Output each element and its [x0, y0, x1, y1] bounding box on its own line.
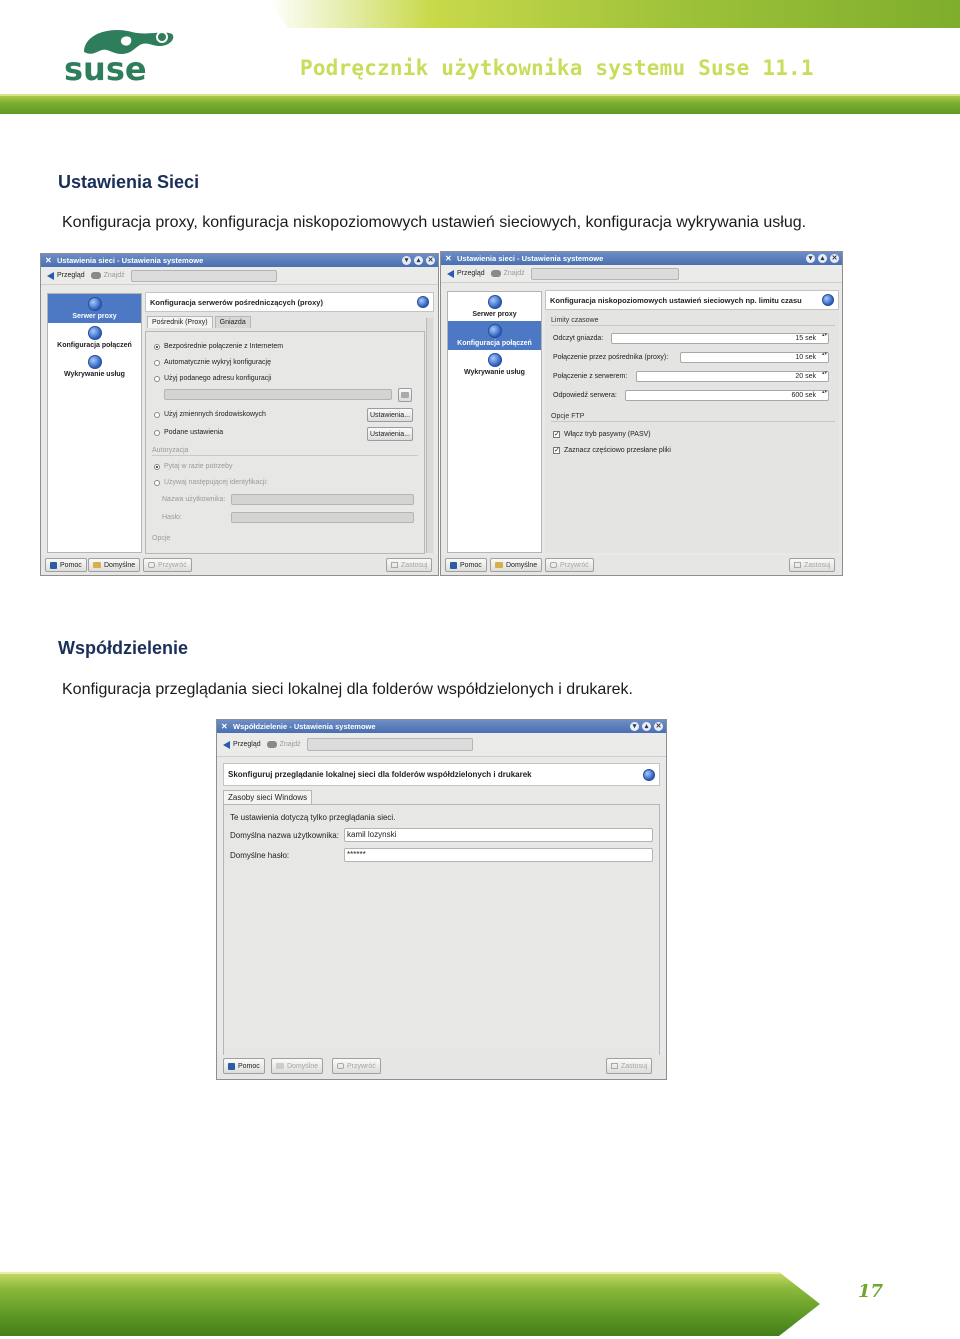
panel-header: [145, 292, 434, 312]
globe-icon: [88, 297, 102, 311]
overview-button[interactable]: Przegląd: [223, 741, 261, 749]
sidebar-item-connection-config[interactable]: Konfiguracja połączeń: [448, 321, 541, 350]
apply-icon: [794, 562, 801, 568]
window-title: Ustawienia sieci - Ustawienia systemowe: [457, 254, 604, 263]
default-username-input[interactable]: kamil lozynski: [344, 828, 653, 842]
folder-icon: [401, 392, 409, 398]
settings-sidebar: [47, 293, 142, 553]
option-manual-settings[interactable]: Podane ustawienia: [154, 429, 223, 436]
defaults-icon: [93, 562, 101, 568]
radio-direct[interactable]: [154, 344, 160, 350]
help-button[interactable]: Pomoc: [45, 558, 87, 572]
timeouts-group-label: Limity czasowe: [551, 317, 599, 324]
undo-icon: [337, 1063, 344, 1069]
checkbox-passive[interactable]: ✓: [554, 431, 560, 438]
minimize-icon[interactable]: ▾: [806, 254, 815, 263]
apply-button[interactable]: Zastosuj: [606, 1058, 652, 1074]
help-icon: [228, 1063, 235, 1070]
socket-read-spinbox[interactable]: 15 sek ▴▾: [611, 333, 829, 344]
auth-group-label: Autoryzacja: [152, 447, 189, 454]
sidebar-item-service-discovery[interactable]: Wykrywanie usług: [448, 350, 541, 379]
timeout-label-server-connect: Połączenie z serwerem:: [553, 373, 628, 380]
panel-title: Skonfiguruj przeglądanie lokalnej sieci dla folderów współdzielonych i drukarek: [228, 770, 532, 779]
footer-band: [0, 1272, 820, 1336]
back-arrow-icon: [47, 272, 54, 280]
default-password-input[interactable]: ******: [344, 848, 653, 862]
username-input[interactable]: [231, 494, 414, 505]
sidebar-item-proxy-server[interactable]: Serwer proxy: [48, 294, 141, 323]
defaults-button[interactable]: Domyślne: [271, 1058, 323, 1074]
sidebar-item-connection-config[interactable]: Konfiguracja połączeń: [48, 323, 141, 352]
reset-button[interactable]: Przywróć: [545, 558, 594, 572]
minimize-icon[interactable]: ▾: [630, 722, 639, 731]
sidebar-item-proxy-server[interactable]: Serwer proxy: [448, 292, 541, 321]
window-titlebar[interactable]: [41, 254, 438, 267]
window-titlebar[interactable]: [441, 252, 842, 265]
help-button[interactable]: Pomoc: [445, 558, 487, 572]
panel-tabs: [145, 316, 434, 328]
globe-icon: [643, 769, 655, 781]
maximize-icon[interactable]: ▴: [818, 254, 827, 263]
ftp-passive-option[interactable]: ✓ Włącz tryb pasywny (PASV): [554, 431, 651, 438]
binoculars-icon: [91, 272, 101, 279]
defaults-button[interactable]: Domyślne: [490, 558, 542, 572]
env-settings-button[interactable]: Ustawienia...: [367, 408, 413, 422]
window-button-bar: [217, 1055, 666, 1079]
globe-icon: [822, 294, 834, 306]
globe-icon: [88, 355, 102, 369]
window-toolbar: [441, 265, 842, 283]
reset-button[interactable]: Przywróć: [332, 1058, 381, 1074]
server-response-spinbox[interactable]: 600 sek ▴▾: [625, 390, 829, 401]
timeout-label-proxy-connect: Połączenie przez pośrednika (proxy):: [553, 354, 669, 361]
app-icon: ✕: [221, 721, 228, 731]
panel-header: [545, 290, 839, 310]
radio-auth-prompt[interactable]: [154, 464, 160, 470]
info-text: Te ustawienia dotyczą tylko przeglądania sieci.: [230, 813, 396, 822]
close-icon[interactable]: ✕: [427, 257, 434, 264]
apply-button[interactable]: Zastosuj: [386, 558, 432, 572]
ftp-mark-partial-option[interactable]: ✓ Zaznacz częściowo przesłane pliki: [554, 447, 671, 454]
timeouts-divider: [551, 325, 835, 326]
logo-text: suse: [64, 50, 147, 84]
option-direct-connection[interactable]: Bezpośrednie połączenie z Internetem: [154, 343, 283, 350]
section-description-network: Konfiguracja proxy, konfiguracja niskopoziomowych ustawień sieciowych, konfiguracja wykrywania usług.: [62, 214, 807, 231]
defaults-icon: [495, 562, 503, 568]
close-icon[interactable]: ✕: [831, 255, 838, 262]
network-settings-window-connection: [440, 251, 843, 576]
back-arrow-icon: [223, 741, 230, 749]
tab-windows-resources[interactable]: Zasoby sieci Windows: [223, 790, 312, 804]
radio-env[interactable]: [154, 412, 160, 418]
proxy-connect-spinbox[interactable]: 10 sek ▴▾: [680, 352, 829, 363]
window-button-bar: [441, 555, 842, 575]
section-description-sharing: Konfiguracja przeglądania sieci lokalnej dla folderów współdzielonych i drukarek.: [62, 681, 633, 698]
find-button[interactable]: Znajdź: [91, 272, 125, 279]
option-config-url[interactable]: Użyj podanego adresu konfiguracji: [154, 375, 271, 382]
option-env-vars[interactable]: Użyj zmiennych środowiskowych: [154, 411, 266, 418]
ftp-group-label: Opcje FTP: [551, 413, 585, 420]
globe-icon: [488, 324, 502, 338]
suse-logo: [62, 24, 180, 84]
radio-auth-identity[interactable]: [154, 480, 160, 486]
manual-settings-button[interactable]: Ustawienia...: [367, 427, 413, 441]
search-input[interactable]: [131, 270, 277, 282]
window-toolbar: [217, 733, 666, 757]
checkbox-mark-partial[interactable]: ✓: [554, 447, 560, 454]
network-settings-window-proxy: [40, 253, 439, 576]
windows-resources-tab-content: [223, 804, 660, 1056]
defaults-button[interactable]: Domyślne: [88, 558, 140, 572]
overview-button[interactable]: Przegląd: [447, 270, 485, 278]
server-connect-spinbox[interactable]: 20 sek ▴▾: [636, 371, 829, 382]
timeout-label-server-response: Odpowiedź serwera:: [553, 392, 617, 399]
window-toolbar: [41, 267, 438, 285]
open-file-button[interactable]: [398, 388, 412, 402]
find-button[interactable]: Znajdź: [491, 270, 525, 277]
window-button-bar: [41, 555, 438, 575]
header-divider-band: [0, 96, 960, 114]
password-label: Hasło:: [162, 514, 182, 521]
find-button[interactable]: Znajdź: [267, 741, 301, 748]
auth-use-identity-option[interactable]: Używaj następującej identyfikacji:: [154, 479, 268, 486]
radio-auto[interactable]: [154, 360, 160, 366]
panel-title: Konfiguracja niskopoziomowych ustawień sieciowych np. limitu czasu: [550, 295, 802, 305]
binoculars-icon: [491, 270, 501, 277]
document-title: Podręcznik użytkownika systemu Suse 11.1: [300, 56, 814, 80]
help-button[interactable]: Pomoc: [223, 1058, 265, 1074]
username-label: Nazwa użytkownika:: [162, 496, 226, 503]
ftp-divider: [551, 421, 835, 422]
section-heading-network: Ustawienia Sieci: [58, 172, 200, 192]
overview-button[interactable]: Przegląd: [47, 272, 85, 280]
binoculars-icon: [267, 741, 277, 748]
reset-button[interactable]: Przywróć: [143, 558, 192, 572]
search-input[interactable]: [531, 268, 679, 280]
help-icon: [50, 562, 57, 569]
radio-config-url[interactable]: [154, 376, 160, 382]
timeout-label-socket-read: Odczyt gniazda:: [553, 335, 604, 342]
window-title: Ustawienia sieci - Ustawienia systemowe: [57, 256, 204, 265]
back-arrow-icon: [447, 270, 454, 278]
panel-title: Konfiguracja serwerów pośredniczących (proxy): [150, 297, 323, 307]
globe-icon: [417, 296, 429, 308]
globe-icon: [88, 326, 102, 340]
tab-proxy[interactable]: Pośrednik (Proxy): [147, 316, 213, 328]
config-url-input[interactable]: [164, 389, 392, 400]
options-group-label: Opcje: [152, 535, 171, 542]
footer-highlight-line: [0, 1272, 780, 1274]
close-icon[interactable]: ✕: [655, 723, 662, 730]
minimize-icon[interactable]: ▾: [402, 256, 411, 265]
defaults-icon: [276, 1063, 284, 1069]
search-input[interactable]: [307, 738, 473, 751]
sidebar-item-service-discovery[interactable]: Wykrywanie usług: [48, 352, 141, 381]
tab-sockets[interactable]: Gniazda: [215, 316, 251, 328]
window-titlebar[interactable]: [217, 720, 666, 733]
help-icon: [450, 562, 457, 569]
undo-icon: [148, 562, 155, 568]
window-title: Współdzielenie - Ustawienia systemowe: [233, 722, 376, 731]
globe-icon: [488, 353, 502, 367]
apply-icon: [611, 1063, 618, 1069]
proxy-config-panel: [145, 292, 434, 554]
app-icon: ✕: [45, 255, 52, 265]
option-auto-detect[interactable]: Automatycznie wykryj konfigurację: [154, 359, 271, 366]
maximize-icon[interactable]: ▴: [414, 256, 423, 265]
apply-button[interactable]: Zastosuj: [789, 558, 835, 572]
app-icon: ✕: [445, 253, 452, 263]
panel-header: [223, 763, 660, 786]
panel-scrollbar[interactable]: [426, 318, 433, 553]
auth-group-divider: [152, 455, 418, 456]
maximize-icon[interactable]: ▴: [642, 722, 651, 731]
auth-prompt-option[interactable]: Pytaj w razie potrzeby: [154, 463, 232, 470]
section-heading-sharing: Współdzielenie: [58, 638, 189, 658]
password-input[interactable]: [231, 512, 414, 523]
undo-icon: [550, 562, 557, 568]
default-password-label: Domyślne hasło:: [230, 851, 290, 860]
settings-sidebar: [447, 291, 542, 553]
proxy-tab-content: [145, 331, 425, 554]
connection-config-panel: [545, 290, 839, 553]
globe-icon: [488, 295, 502, 309]
page-number: 17: [858, 1281, 884, 1302]
default-username-label: Domyślna nazwa użytkownika:: [230, 831, 339, 840]
sharing-settings-window: [216, 719, 667, 1080]
apply-icon: [391, 562, 398, 568]
radio-manual[interactable]: [154, 430, 160, 436]
